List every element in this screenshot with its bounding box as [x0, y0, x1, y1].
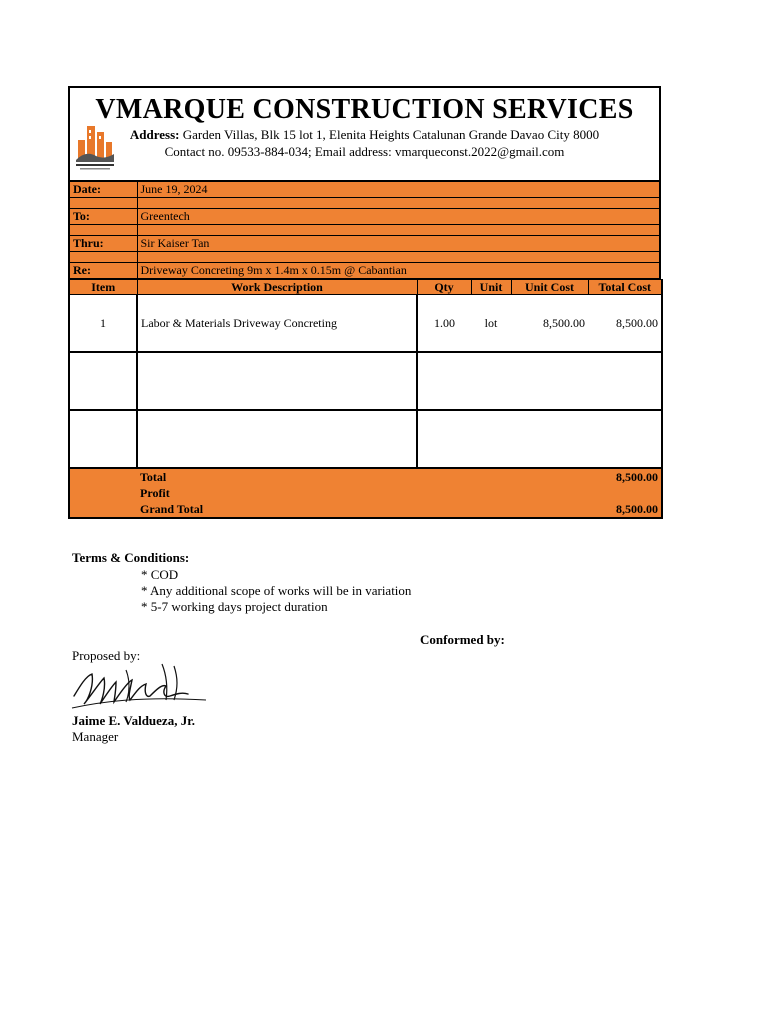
item-description: Labor & Materials Driveway Concreting — [137, 295, 417, 353]
empty-cell — [511, 468, 588, 485]
date-value: June 19, 2024 — [137, 182, 660, 198]
term-item: * COD — [141, 567, 179, 582]
to-value: Greentech — [137, 209, 660, 225]
company-name: VMARQUE CONSTRUCTION SERVICES — [95, 94, 634, 125]
column-header-item: Item — [69, 280, 137, 295]
empty-cell — [588, 410, 662, 468]
item-number: 1 — [69, 295, 137, 353]
thru-value: Sir Kaiser Tan — [137, 236, 660, 252]
proposed-by-label: Proposed by: — [72, 648, 141, 663]
empty-cell — [417, 468, 471, 485]
term-item: * Any additional scope of works will be in variation — [141, 583, 412, 598]
spacer-cell — [69, 252, 137, 263]
conformed-by-label: Conformed by: — [420, 632, 505, 647]
re-value: Driveway Concreting 9m x 1.4m x 0.15m @ Cabantian — [137, 263, 660, 279]
spacer-cell — [137, 252, 660, 263]
item-unit: lot — [471, 295, 511, 353]
column-header-total-cost: Total Cost — [588, 280, 662, 295]
empty-cell — [511, 410, 588, 468]
item-total-cost: 8,500.00 — [588, 295, 662, 353]
terms-title: Terms & Conditions: — [72, 550, 190, 565]
spacer-cell — [69, 198, 137, 209]
empty-cell — [511, 485, 588, 501]
grand-total-value: 8,500.00 — [588, 501, 662, 518]
empty-cell — [69, 410, 137, 468]
spacer-cell — [137, 198, 660, 209]
item-unit-cost: 8,500.00 — [511, 295, 588, 353]
column-header-qty: Qty — [417, 280, 471, 295]
work-items-table — [68, 279, 663, 519]
empty-cell — [417, 410, 471, 468]
empty-cell — [511, 501, 588, 518]
table-row — [69, 295, 662, 353]
signature-image — [70, 656, 210, 716]
re-label: Re: — [69, 263, 137, 279]
empty-cell — [588, 485, 662, 501]
empty-cell — [417, 352, 471, 410]
total-value: 8,500.00 — [588, 468, 662, 485]
signer-role: Manager — [72, 729, 119, 744]
spacer-cell — [69, 225, 137, 236]
empty-cell — [471, 468, 511, 485]
empty-cell — [471, 485, 511, 501]
empty-cell — [471, 352, 511, 410]
empty-cell — [137, 410, 417, 468]
signer-name: Jaime E. Valdueza, Jr. — [72, 713, 196, 728]
column-header-unit: Unit — [471, 280, 511, 295]
total-row — [69, 468, 662, 485]
address-value: Garden Villas, Blk 15 lot 1, Elenita Heights Catalunan Grande Davao City 8000 — [182, 127, 600, 142]
grand-total-row — [69, 501, 662, 518]
table-row — [69, 352, 662, 410]
company-address — [70, 127, 659, 143]
profit-row — [69, 485, 662, 501]
empty-cell — [471, 410, 511, 468]
empty-cell — [69, 485, 137, 501]
term-item: * 5-7 working days project duration — [141, 599, 328, 614]
table-row — [69, 410, 662, 468]
address-label: Address: — [129, 127, 180, 142]
empty-cell — [137, 352, 417, 410]
empty-cell — [417, 501, 471, 518]
item-qty: 1.00 — [417, 295, 471, 353]
to-label: To: — [69, 209, 137, 225]
letterhead — [68, 86, 661, 181]
empty-cell — [69, 468, 137, 485]
empty-cell — [471, 501, 511, 518]
empty-cell — [588, 352, 662, 410]
quotation-info — [68, 181, 661, 279]
thru-label: Thru: — [69, 236, 137, 252]
total-label: Total — [137, 468, 417, 485]
date-label: Date: — [69, 182, 137, 198]
company-contact: Contact no. 09533-884-034; Email address: vmarqueconst.2022@gmail.com — [164, 144, 565, 159]
column-header-description: Work Description — [137, 280, 417, 295]
column-header-unit-cost: Unit Cost — [511, 280, 588, 295]
profit-label: Profit — [137, 485, 417, 501]
empty-cell — [69, 352, 137, 410]
grand-total-label: Grand Total — [137, 501, 417, 518]
empty-cell — [69, 501, 137, 518]
empty-cell — [511, 352, 588, 410]
empty-cell — [417, 485, 471, 501]
quotation-sheet — [68, 86, 661, 519]
spacer-cell — [137, 225, 660, 236]
